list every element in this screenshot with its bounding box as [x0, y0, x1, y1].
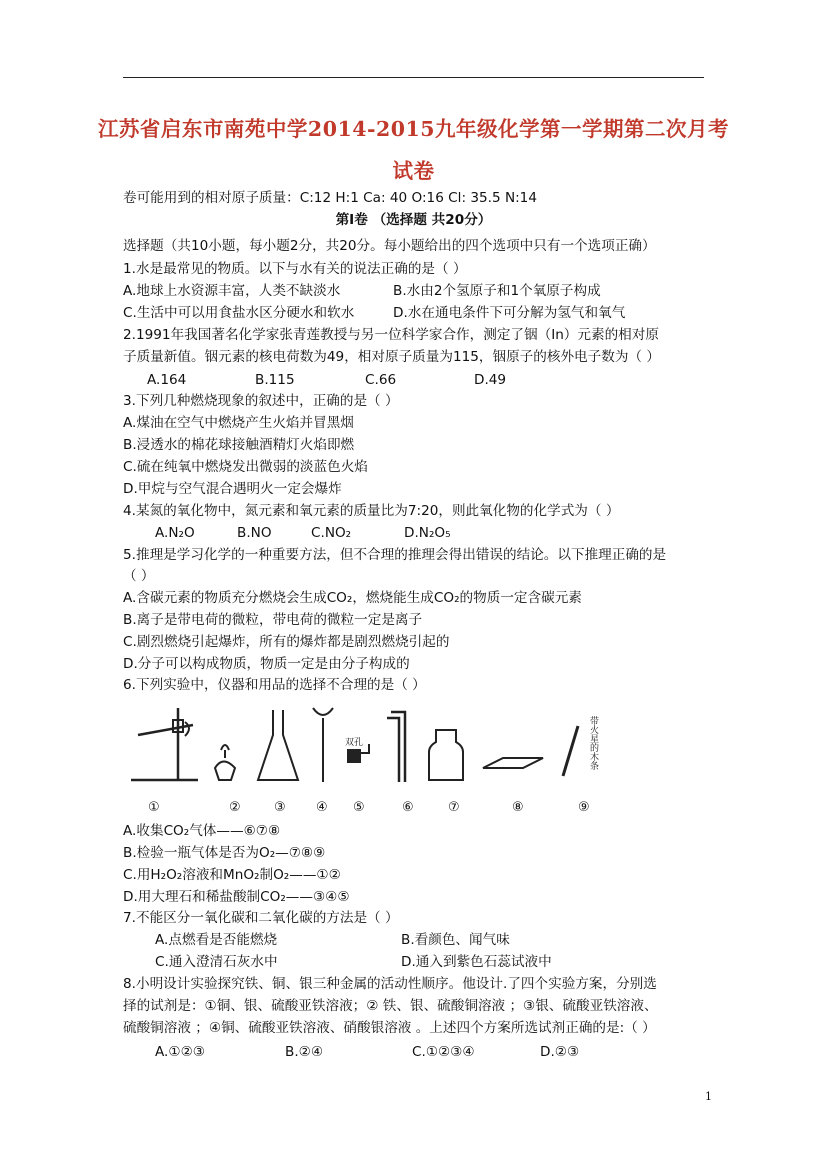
q8-option-d: D.②③ [540, 1044, 580, 1060]
q4-option-b: B.NO [237, 525, 272, 541]
q6-stem: 6.下列实验中，仪器和用品的选择不合理的是（ ） [123, 677, 426, 693]
q1-option-b: B.水由2个氢原子和1个氧原子构成 [393, 283, 601, 299]
figure-label-4: ④ [316, 800, 328, 815]
figure-label-1: ① [148, 800, 160, 815]
q2-option-a: A.164 [147, 372, 187, 388]
q8-stem-2: 择的试剂是：①铜、银、硫酸亚铁溶液；② 铁、银、硫酸铜溶液 ；③银、硫酸亚铁溶液、 [123, 998, 658, 1014]
q6-option-c: C.用H₂O₂溶液和MnO₂制O₂——①② [123, 867, 341, 883]
q1-option-c: C.生活中可以用食盐水区分硬水和软水 [123, 305, 355, 321]
figure-label-6: ⑥ [402, 800, 414, 815]
q1-stem: 1.水是最常见的物质。以下与水有关的说法正确的是（ ） [123, 261, 467, 277]
q8-option-c: C.①②③④ [412, 1044, 475, 1060]
q5-option-a: A.含碳元素的物质充分燃烧会生成CO₂，燃烧能生成CO₂的物质一定含碳元素 [123, 590, 582, 606]
q4-option-a: A.N₂O [155, 525, 195, 541]
q1-option-a: A.地球上水资源丰富，人类不缺淡水 [123, 283, 341, 299]
figure-label-2: ② [229, 800, 241, 815]
svg-text:带火星的木条: 带火星的木条 [588, 716, 598, 770]
q4-option-c: C.NO₂ [311, 525, 352, 541]
q6-option-d: D.用大理石和稀盐酸制CO₂——③④⑤ [123, 889, 350, 905]
q8-stem-1: 8.小明设计实验探究铁、铜、银三种金属的活动性顺序。他设计.了四个实验方案，分别选 [123, 976, 657, 992]
iron-stand-icon [131, 708, 198, 780]
q2-stem-2: 子质量新值。铟元素的核电荷数为49，相对原子质量为115，铟原子的核外电子数为（ ） [123, 349, 660, 365]
stick-caption [588, 715, 599, 770]
q5-option-d: D.分子可以构成物质，物质一定是由分子构成的 [123, 656, 410, 672]
figure-label-9: ⑨ [578, 800, 590, 815]
bent-tube-icon [387, 712, 405, 782]
q7-option-a: A.点燃看是否能燃烧 [155, 932, 278, 948]
q7-option-c: C.通入澄清石灰水中 [155, 954, 278, 970]
q5-stem-1: 5.推理是学习化学的一种重要方法，但不合理的推理会得出错误的结论。以下推理正确的是 [123, 547, 667, 563]
figure-label-7: ⑦ [448, 800, 460, 815]
stopper-caption: 双孔 [345, 738, 364, 748]
q2-option-c: C.66 [365, 372, 397, 388]
q2-option-d: D.49 [474, 372, 507, 388]
q6-option-b: B.检验一瓶气体是否为O₂—⑦⑧⑨ [123, 845, 326, 861]
q5-option-b: B.离子是带电荷的微粒，带电荷的微粒一定是离子 [123, 612, 423, 628]
alcohol-lamp-icon [215, 745, 235, 780]
conical-flask-icon [258, 710, 298, 780]
instructions: 选择题（共10小题，每小题2分，共20分。每小题给出的四个选项中只有一个选项正确） [123, 238, 656, 254]
header-rule [123, 77, 704, 78]
exam-title: 江苏省启东市南苑中学2014-2015九年级化学第一学期第二次月考 [97, 117, 730, 141]
q3-stem: 3.下列几种燃烧现象的叙述中，正确的是（ ） [123, 393, 399, 409]
q2-option-b: B.115 [255, 372, 295, 388]
q2-stem-1: 2.1991年我国著名化学家张青莲教授与另一位科学家合作，测定了铟（In）元素的相对原 [123, 327, 659, 343]
atomic-mass-note: 卷可能用到的相对原子质量：C:12 H:1 Ca: 40 O:16 Cl: 35.5 N:14 [123, 190, 537, 206]
q5-option-c: C.剧烈燃烧引起爆炸，所有的爆炸都是剧烈燃烧引起的 [123, 634, 450, 650]
q7-stem: 7.不能区分一氧化碳和二氧化碳的方法是（ ） [123, 910, 399, 926]
section-heading: 第Ⅰ卷 （选择题 共20分） [335, 212, 492, 228]
long-funnel-icon [313, 708, 333, 782]
q6-option-a: A.收集CO₂气体——⑥⑦⑧ [123, 823, 281, 839]
figure-label-3: ③ [274, 800, 286, 815]
figure-label-8: ⑧ [512, 800, 524, 815]
page-number: 1 [705, 1090, 712, 1103]
q3-option-c: C.硫在纯氧中燃烧发出微弱的淡蓝色火焰 [123, 459, 368, 475]
q1-option-d: D.水在通电条件下可分解为氢气和氧气 [393, 305, 626, 321]
gas-jar-icon [429, 730, 463, 780]
figure-label-5: ⑤ [353, 800, 365, 815]
q5-stem-2: （ ） [123, 568, 155, 584]
q3-option-d: D.甲烷与空气混合遇明火一定会爆炸 [123, 481, 342, 497]
q8-stem-3: 硫酸铜溶液 ；④铜、硫酸亚铁溶液、硝酸银溶液 。上述四个方案所选试剂正确的是:（ ） [123, 1020, 656, 1036]
q4-option-d: D.N₂O₅ [404, 525, 451, 541]
q4-stem: 4.某氮的氧化物中，氮元素和氧元素的质量比为7:20，则此氧化物的化学式为（ ） [123, 503, 620, 519]
lab-apparatus-figure [123, 700, 643, 820]
q3-option-a: A.煤油在空气中燃烧产生火焰并冒黑烟 [123, 415, 354, 431]
glass-plate-icon [483, 758, 543, 768]
q8-option-a: A.①②③ [155, 1044, 205, 1060]
q8-option-b: B.②④ [285, 1044, 324, 1060]
q7-option-b: B.看颜色、闻气味 [401, 932, 510, 948]
q7-option-d: D.通入到紫色石蕊试液中 [401, 954, 552, 970]
exam-title-line2: 试卷 [392, 159, 435, 183]
wooden-stick-icon [563, 726, 578, 776]
q3-option-b: B.浸透水的棉花球接触酒精灯火焰即燃 [123, 437, 355, 453]
